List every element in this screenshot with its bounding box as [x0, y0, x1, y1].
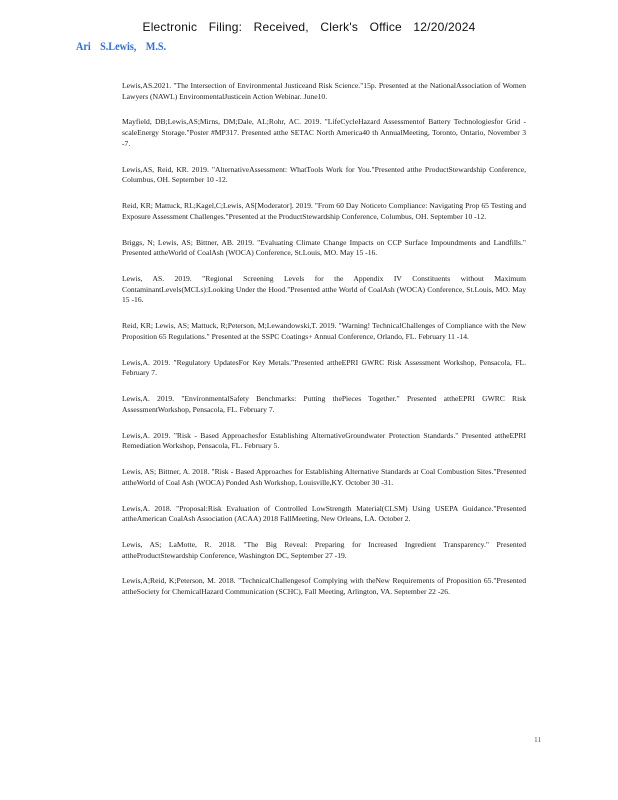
list-item: Lewis,AS.2021. "The Intersection of Environmental Justiceand Risk Science."15p. Presented at the NationalAssociation of Women Lawyers (NAWL) EnvironmentalJusticein Action Webinar. June10.: [122, 81, 526, 101]
list-item: Reid, KR; Mattuck, RL;Kagel,C;Lewis, AS[Moderator]. 2019. "From 60 Day Noticeto Compliance: Navigating Prop 65 Testing and Exposure Assessment Challenges."Presented at the ProductStewardship Conference, Columbus, OH. September 10 -12.: [122, 201, 526, 221]
author-name: Ari S.Lewis, M.S.: [76, 39, 167, 53]
list-item: Lewis,A. 2018. "Proposal:Risk Evaluation of Controlled LowStrength Material(CLSM) Using USEPA Guidance."Presented attheAmerican CoalAsh Association (ACAA) 2018 FallMeeting, New Orleans, LA. October 2.: [122, 503, 526, 524]
list-item: Mayfield, DB;Lewis,AS;Mirns, DM;Dale, AL;Rohr, AC. 2019. "LifeCycleHazard Assessmentof Battery Technologiesfor Grid -scaleEnergy Storage."Poster #MP317. Presented atthe SETAC North America40 th AnnualMeeting, Toronto, Ontario, November 3 -7.: [122, 117, 526, 148]
page-number: 11: [534, 735, 542, 744]
presentations-list: [122, 81, 526, 613]
list-item: Lewis,A. 2019. "Regulatory UpdatesFor Key Metals."Presented attheEPRI GWRC Risk Assessment Workshop, Pensacola, FL. February 7.: [122, 357, 526, 378]
list-item: Lewis,AS, Reid, KR. 2019. "AlternativeAssessment: WhatTools Work for You."Presented atthe ProductStewardship Conference, Columbus, OH. September 10 -12.: [122, 164, 526, 185]
list-item: Lewis, AS. 2019. "Regional Screening Levels for the Appendix IV Constituents without Maximum ContaminantLevels(MCLs):Looking Under the Hood."Presented atthe World of CoalAsh (WOCA) Conference, St.Louis, MO. May 15 -16.: [122, 274, 526, 305]
list-item: Lewis, AS; LaMotte, R. 2018. "The Big Reveal: Preparing for Increased Ingredient Transparency." Presented attheProductStewardship Conference, Washington DC, September 27 -19.: [122, 540, 526, 560]
electronic-filing-stamp: Electronic Filing: Received, Clerk's Office 12/20/2024: [142, 20, 476, 34]
list-item: Reid, KR; Lewis, AS; Mattuck, R;Peterson, M;Lewandowski,T. 2019. "Warning! TechnicalChallenges of Compliance with the New Proposition 65 Regulations." Presented at the SSPC Coatings+ Annual Conference, Orlando, FL. February 11 -14.: [122, 321, 526, 341]
list-item: Lewis,A;Reid, K;Peterson, M. 2018. "TechnicalChallengesof Complying with theNew Requirements of Proposition 65."Presented attheSociety for ChemicalHazard Communication (SCHC), Fall Meeting, Arlington, VA. September 22 -26.: [122, 576, 526, 597]
list-item: Lewis,A. 2019. "Risk - Based Approachesfor Establishing AlternativeGroundwater Protection Standards." Presented attheEPRI Remediation Workshop, Pensacola, FL. February 5.: [122, 430, 526, 451]
list-item: Lewis, AS; Bittner, A. 2018. "Risk - Based Approaches for Establishing Alternative Standards at Coal Combustion Sites."Presented attheWorld of Coal Ash (WOCA) Ponded Ash Workshop, Louisville,KY. October 30 -31.: [122, 467, 526, 487]
list-item: Lewis,A. 2019. "EnvironmentalSafety Benchmarks: Putting thePieces Together." Presented attheEPRI GWRC Risk AssessmentWorkshop, Pensacola, FL. February 7.: [122, 394, 526, 414]
list-item: Briggs, N; Lewis, AS; Bittner, AB. 2019. "Evaluating Climate Change Impacts on CCP Surface Impoundments and Landfills." Presented attheWorld of CoalAsh (WOCA) Conference, St.Louis, MO. May 15 -16.: [122, 237, 526, 258]
